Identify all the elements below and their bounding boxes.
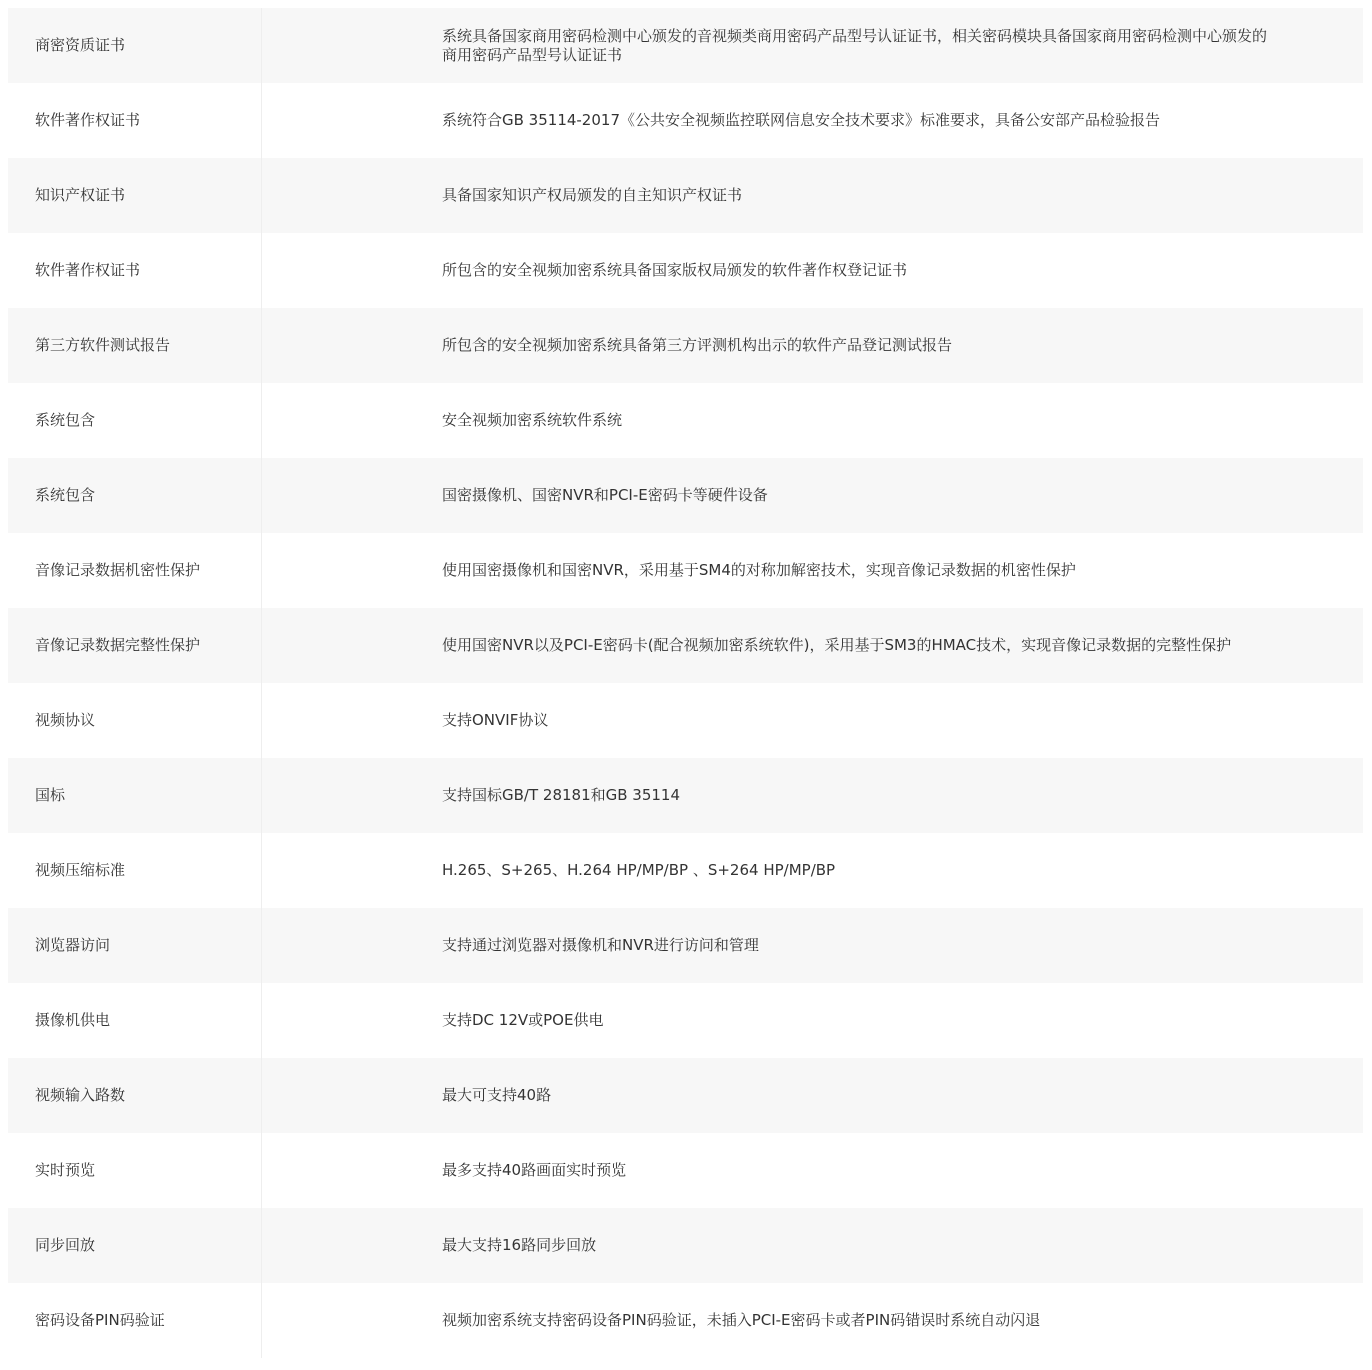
spec-value: 支持ONVIF协议 <box>442 711 549 729</box>
spec-value: H.265、S+265、H.264 HP/MP/BP 、S+264 HP/MP/BP <box>442 861 836 879</box>
spec-label: 浏览器访问 <box>8 908 262 983</box>
spec-label: 第三方软件测试报告 <box>8 308 262 383</box>
table-row <box>8 608 1363 683</box>
table-row <box>8 8 1363 83</box>
spec-value: 国密摄像机、国密NVR和PCI-E密码卡等硬件设备 <box>442 486 768 504</box>
spec-label: 软件著作权证书 <box>8 233 262 308</box>
table-row <box>8 83 1363 158</box>
table-row <box>8 533 1363 608</box>
spec-value: 系统具备国家商用密码检测中心颁发的音视频类商用密码产品型号认证证书，相关密码模块具备国家商用密码检测中心颁发的商用密码产品型号认证证书 <box>442 26 1268 64</box>
spec-value: 所包含的安全视频加密系统具备第三方评测机构出示的软件产品登记测试报告 <box>442 336 953 354</box>
spec-label: 视频协议 <box>8 683 262 758</box>
spec-label: 软件著作权证书 <box>8 83 262 158</box>
spec-label: 系统包含 <box>8 458 262 533</box>
table-row <box>8 833 1363 908</box>
spec-value: 具备国家知识产权局颁发的自主知识产权证书 <box>442 186 743 204</box>
spec-value: 视频加密系统支持密码设备PIN码验证，未插入PCI-E密码卡或者PIN码错误时系统自动闪退 <box>442 1311 1041 1329</box>
spec-value: 最多支持40路画面实时预览 <box>442 1161 627 1179</box>
table-row <box>8 683 1363 758</box>
spec-label: 系统包含 <box>8 383 262 458</box>
spec-value: 所包含的安全视频加密系统具备国家版权局颁发的软件著作权登记证书 <box>442 261 908 279</box>
table-row <box>8 1208 1363 1283</box>
spec-value: 最大可支持40路 <box>442 1086 552 1104</box>
spec-label: 知识产权证书 <box>8 158 262 233</box>
table-row <box>8 383 1363 458</box>
table-row <box>8 1133 1363 1208</box>
table-row <box>8 233 1363 308</box>
spec-label: 商密资质证书 <box>8 8 262 83</box>
spec-label: 音像记录数据完整性保护 <box>8 608 262 683</box>
table-row <box>8 1283 1363 1358</box>
table-row <box>8 983 1363 1058</box>
spec-value: 最大支持16路同步回放 <box>442 1236 597 1254</box>
spec-value: 使用国密摄像机和国密NVR，采用基于SM4的对称加解密技术，实现音像记录数据的机密性保护 <box>442 561 1076 579</box>
table-row <box>8 908 1363 983</box>
table-row <box>8 458 1363 533</box>
spec-value: 安全视频加密系统软件系统 <box>442 411 623 429</box>
spec-value: 支持国标GB/T 28181和GB 35114 <box>442 786 681 804</box>
spec-label: 视频输入路数 <box>8 1058 262 1133</box>
spec-label: 摄像机供电 <box>8 983 262 1058</box>
table-row <box>8 1058 1363 1133</box>
spec-value: 系统符合GB 35114-2017《公共安全视频监控联网信息安全技术要求》标准要求，具备公安部产品检验报告 <box>442 111 1160 129</box>
spec-table <box>8 8 1363 1358</box>
table-row <box>8 158 1363 233</box>
spec-label: 实时预览 <box>8 1133 262 1208</box>
spec-label: 音像记录数据机密性保护 <box>8 533 262 608</box>
table-row <box>8 758 1363 833</box>
spec-value: 使用国密NVR以及PCI-E密码卡(配合视频加密系统软件)，采用基于SM3的HMAC技术，实现音像记录数据的完整性保护 <box>442 636 1232 654</box>
table-row <box>8 308 1363 383</box>
spec-label: 视频压缩标准 <box>8 833 262 908</box>
spec-value: 支持DC 12V或POE供电 <box>442 1011 604 1029</box>
spec-value: 支持通过浏览器对摄像机和NVR进行访问和管理 <box>442 936 759 954</box>
spec-label: 国标 <box>8 758 262 833</box>
spec-label: 同步回放 <box>8 1208 262 1283</box>
spec-label: 密码设备PIN码验证 <box>8 1283 262 1358</box>
